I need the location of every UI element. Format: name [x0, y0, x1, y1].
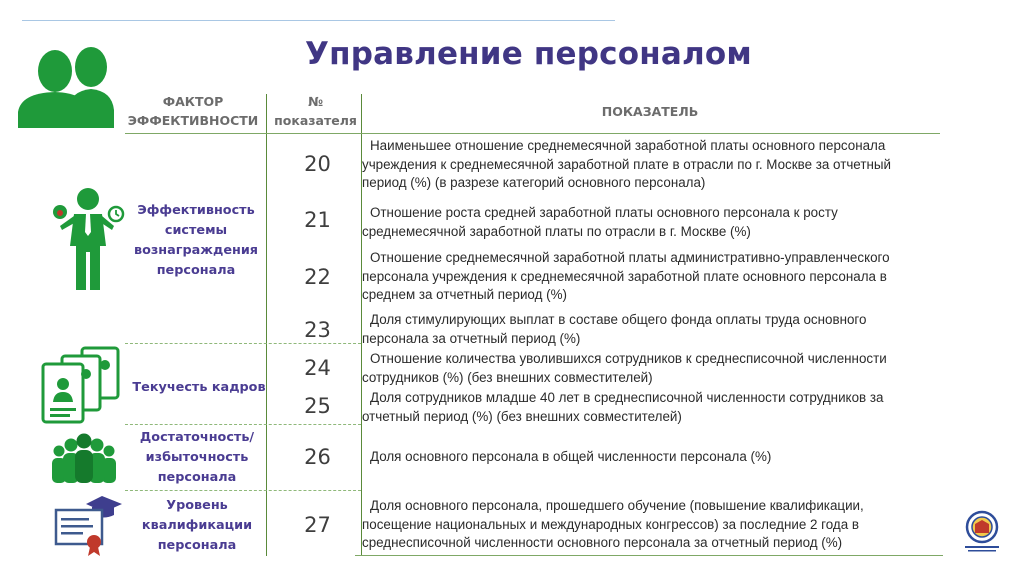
header-number: № показателя — [274, 94, 357, 128]
factor-turnover: Текучесть кадров — [132, 380, 266, 395]
header-rule — [125, 133, 940, 134]
header-factor: ФАКТОР ЭФФЕКТИВНОСТИ — [127, 94, 259, 128]
factor-sufficiency: Достаточность/ избыточность персонала — [139, 430, 255, 485]
people-group-icon — [49, 433, 119, 490]
bottom-rule — [355, 555, 943, 556]
indicator-text: Доля основного персонала, прошедшего обучение (повышение квалификации, посещение национальных и международных конгрессов) за последние 2 года в среднесписочной численности основного персонала за отчетный период (%) — [362, 498, 864, 551]
factor-qualification: Уровень квалификации персонала — [141, 498, 253, 553]
page-title: Управление персоналом — [305, 36, 752, 72]
indicator-number: 24 — [304, 356, 331, 380]
indicator-text: Отношение среднемесячной заработной платы административно-управленческого персонала учреждения к среднемесячной заработной плате основного персонала в среднем за отчетный период (%) — [362, 250, 890, 303]
indicator-number: 25 — [304, 394, 331, 418]
factor-reward: Эффективность системы вознаграждения персонала — [133, 203, 259, 278]
indicator-text: Доля стимулирующих выплат в составе общего фонда оплаты труда основного персонала за отчетный период (%) — [362, 312, 867, 346]
top-rule — [22, 20, 615, 21]
businessman-icon — [50, 186, 126, 297]
indicator-number: 23 — [304, 318, 331, 342]
indicator-text: Доля основного персонала в общей численности персонала (%) — [370, 449, 772, 464]
team-silhouette-icon — [14, 44, 126, 135]
indicator-number: 22 — [304, 265, 331, 289]
indicator-number: 27 — [304, 513, 331, 537]
indicator-text: Отношение количества уволившихся сотрудников к среднесписочной численности сотрудников (%) (без внешних совместителей) — [362, 351, 887, 385]
row-separator — [125, 424, 361, 425]
indicator-text: Наименьшее отношение среднемесячной заработной платы основного персонала учреждения к среднемесячной заработной плате в отрасли по г. Москве за отчетный период (%) (в разрезе категорий основного персонала) — [362, 138, 891, 191]
diploma-icon — [52, 492, 124, 563]
header-indicator: ПОКАЗАТЕЛЬ — [601, 104, 699, 119]
indicator-number: 21 — [304, 208, 331, 232]
institution-logo-icon — [962, 510, 1002, 559]
row-separator — [125, 490, 361, 491]
indicator-number: 20 — [304, 152, 331, 176]
indicator-text: Отношение роста средней заработной платы основного персонала к росту среднемесячной заработной платы по отрасли в г. Москве (%) — [362, 205, 838, 239]
indicator-number: 26 — [304, 445, 331, 469]
row-separator — [125, 343, 361, 344]
personnel-files-icon — [40, 344, 124, 431]
indicator-text: Доля сотрудников младше 40 лет в среднесписочной численности сотрудников за отчетный период (%) (без внешних совместителей) — [362, 390, 884, 424]
